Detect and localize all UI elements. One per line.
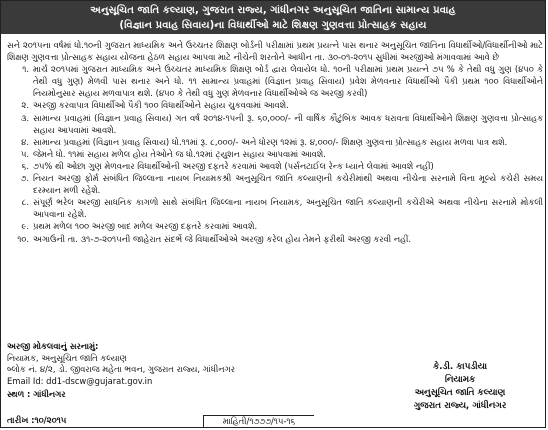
address-title: અરજી મોકલવાનું સરનામું: xyxy=(7,341,99,351)
condition-text: અરજી કરવાપાત્ર વિધાર્થીઓ પૈકી ૧૦૦ વિધાર્થીઓને સહાય ચુકવવામાં આવશે. xyxy=(33,100,289,111)
signatory-place: ગુજરાત રાજ્ય, ગાંધીનગર xyxy=(413,401,507,411)
condition-item xyxy=(7,63,543,99)
condition-text: સામાન્ય પ્રવાહમાં (વિજ્ઞાન પ્રવાહ સિવાય) ગત વર્ષ ૨૦૧૪-૧૫ની રૂ. ૬૦,૦૦૦/- ની વાર્ષિક કૌટુંબિક આવક ધરાવતા વિધાર્થીઓને શિક્ષણ ગુણવત્તા પ્રોત્સાહક સહાય આપવામાં આવશે. xyxy=(33,112,543,135)
signatory-title: નિયામક xyxy=(444,375,476,385)
condition-number: ૬. xyxy=(21,160,29,171)
condition-text: પ્રથમ મળેલ ૧૦૦ અરજી બાદ મળેલ અરજી દફતરે કરવામાં આવશે. xyxy=(33,221,258,232)
conditions-list xyxy=(7,63,543,244)
signatory-department: અનુસૂચિત જાતિ કલ્યાણ xyxy=(414,388,506,398)
condition-text: નિયત અરજી ફોર્મ સંબંધિત જિલ્લાના નાયબ નિયામકશ્રી અનુસૂચિત જાતિ કલ્યાણની કચેરીમાંથી અથવા નીચેના સરનામે વિના મૂલ્યે કચેરી સમય દરમ્યાન મળી રહેશે. xyxy=(33,173,543,196)
condition-number: ૩. xyxy=(20,112,29,123)
condition-number: ૧૦. xyxy=(17,233,29,244)
date-row xyxy=(7,415,543,428)
condition-text: માર્ચ ૨૦૧૫માં ગુજરાત માધ્યમિક અને ઉચ્ચતર માધ્યમિક શિક્ષણ બોર્ડ દ્વારા લેવાયેલ ધો. ૧૦ની પરીક્ષામાં પ્રથમ પ્રયત્ને ૭૫ % કે તેથી વધુ ગુણ (૪૫૦ કે તેથી વધુ ગુણ) મેળવી પાસ થનાર અને ધો. ૧૧ સામાન્ય પ્રવાહમાં (વિજ્ઞાન પ્રવાહ સિવાય) પ્રવેશ મેળવનાર વિધાર્થીઓ પૈકી પ્રથમ ૧૦૦ વિધાર્થીઓને નિયમોનુસાર સહાય મળવાપાત્ર થશે. (૪૫૦ કે તેથી વધુ ગુણ મેળવનાર વિધાર્થીઓએ જ અરજી કરવી) xyxy=(33,64,543,99)
email-text: Email Id: dd1-dscw@gujarat.gov.in xyxy=(7,375,153,386)
condition-item xyxy=(7,160,543,172)
condition-number: ૪. xyxy=(21,136,29,147)
notice-footer xyxy=(7,341,543,429)
place-text: સ્થળ : ગાંધીનગર xyxy=(7,389,66,399)
condition-item xyxy=(7,220,543,232)
condition-item xyxy=(7,172,543,196)
header-line-2: (વિજ્ઞાન પ્રવાહ સિવાય)ના વિધાર્થીઓ માટે શિક્ષણ ગુણવત્તા પ્રોત્સાહક સહાય xyxy=(119,20,427,31)
condition-item xyxy=(7,112,543,136)
condition-item xyxy=(7,99,543,111)
notice-body xyxy=(7,39,543,245)
condition-item xyxy=(7,136,543,148)
condition-number: ૯. xyxy=(21,221,29,232)
condition-number: ૫. xyxy=(20,148,29,159)
condition-item xyxy=(7,148,543,160)
header-line-1: અનુસૂચિત જાતિ કલ્યાણ, ગુજરાત રાજ્ય, ગાંધીનગર અનુસૂચિત જાતિના સામાન્ય પ્રવાહ xyxy=(90,5,456,16)
intro-paragraph: સને ૨૦૧૫ના વર્ષમાં ધો.૧૦ની ગુજરાત માધ્યમિક અને ઉચ્ચતર શિક્ષણ બોર્ડની પરીક્ષામાં પ્રથમ પ્રયત્ને પાસ થનાર અનુસૂચિત જાતિના વિધાર્થીઓ/વિધાર્થીનીઓ માટે શિક્ષણ ગુણવત્તા પ્રોત્સાહક સહાય યોજના હેઠળ સહાય આપવા માટે નીચેની શરતોને આધીન તા. ૩૦-૦૧-૨૦૧૫ સુધીમાં અરજીઓ મંગાવવામાં આવે છે xyxy=(7,40,543,63)
condition-text: ૭૫% થી ઓછા ગુણ મેળવનાર વિધાર્થીઓની અરજી દફતરે કરવામાં આવશે (પર્સનટાઈલ રેન્ક ધ્યાને લેવામાં આવશે નહીં) xyxy=(33,160,434,171)
reference-number: માહિતી/૧૭૭૭/૧૫-૧૬ xyxy=(203,415,314,428)
condition-text: જેમને ધો. ૧૧માં સહાય મળેલ હોય તેઓને જ ધો.૧૨માં ટ્યુશન સહાય આપવામાં આવશે. xyxy=(33,148,326,159)
signatory-name: કે.ડી. કાપડીયા xyxy=(432,362,488,372)
address-block xyxy=(7,341,347,401)
condition-text: સામાન્ય પ્રવાહમાં (વિજ્ઞાન પ્રવાહ સિવાય) ધો.૧૧માં રૂ. ૮,૦૦૦/- અને ધોરણ ૧૨માં રૂ. ૪,૦૦૦/- શિક્ષણ ગુણવત્તા પ્રોત્સાહક સહાય મળવા પાત્ર થશે. xyxy=(33,136,508,147)
address-line-1: નિયામક, અનુસૂચિત જાતિ કલ્યાણ xyxy=(7,352,127,363)
date-text: તારીખ :૧૦/૨૦૧૫ xyxy=(7,415,67,425)
condition-text: અગાઉની તા. ૩૧-૭-૨૦૧૫ની જાહેરાત સંદર્ભે જે વિધાર્થીઓએ અરજી કરેલ હોય તેમને ફરીથી અરજી કરવી નહીં. xyxy=(33,233,412,244)
condition-number: ૭. xyxy=(20,173,29,184)
condition-number: ૮. xyxy=(21,197,29,208)
signature-block xyxy=(385,361,535,413)
condition-item xyxy=(7,196,543,220)
condition-text: સંપૂર્ણ ભરેલ અરજી સાધનિક કાગળો સાથે સંબંધિત જિલ્લાના નાયબ નિયામક, અનુસૂચિત જાતિ કલ્યાણની કચેરીએ અથવા નીચેના સરનામે મોકલી આપવાના રહેશે. xyxy=(33,197,543,220)
notice-header xyxy=(1,1,545,34)
condition-number: ૧. xyxy=(22,64,29,75)
condition-item xyxy=(7,233,543,245)
condition-number: ૨. xyxy=(21,100,29,111)
address-line-2: બ્લોક નં. ૪/૨, ડો. જીવરાજ મહેતા ભવન, ગુજરાત રાજ્ય, ગાંધીનગર xyxy=(7,364,235,374)
